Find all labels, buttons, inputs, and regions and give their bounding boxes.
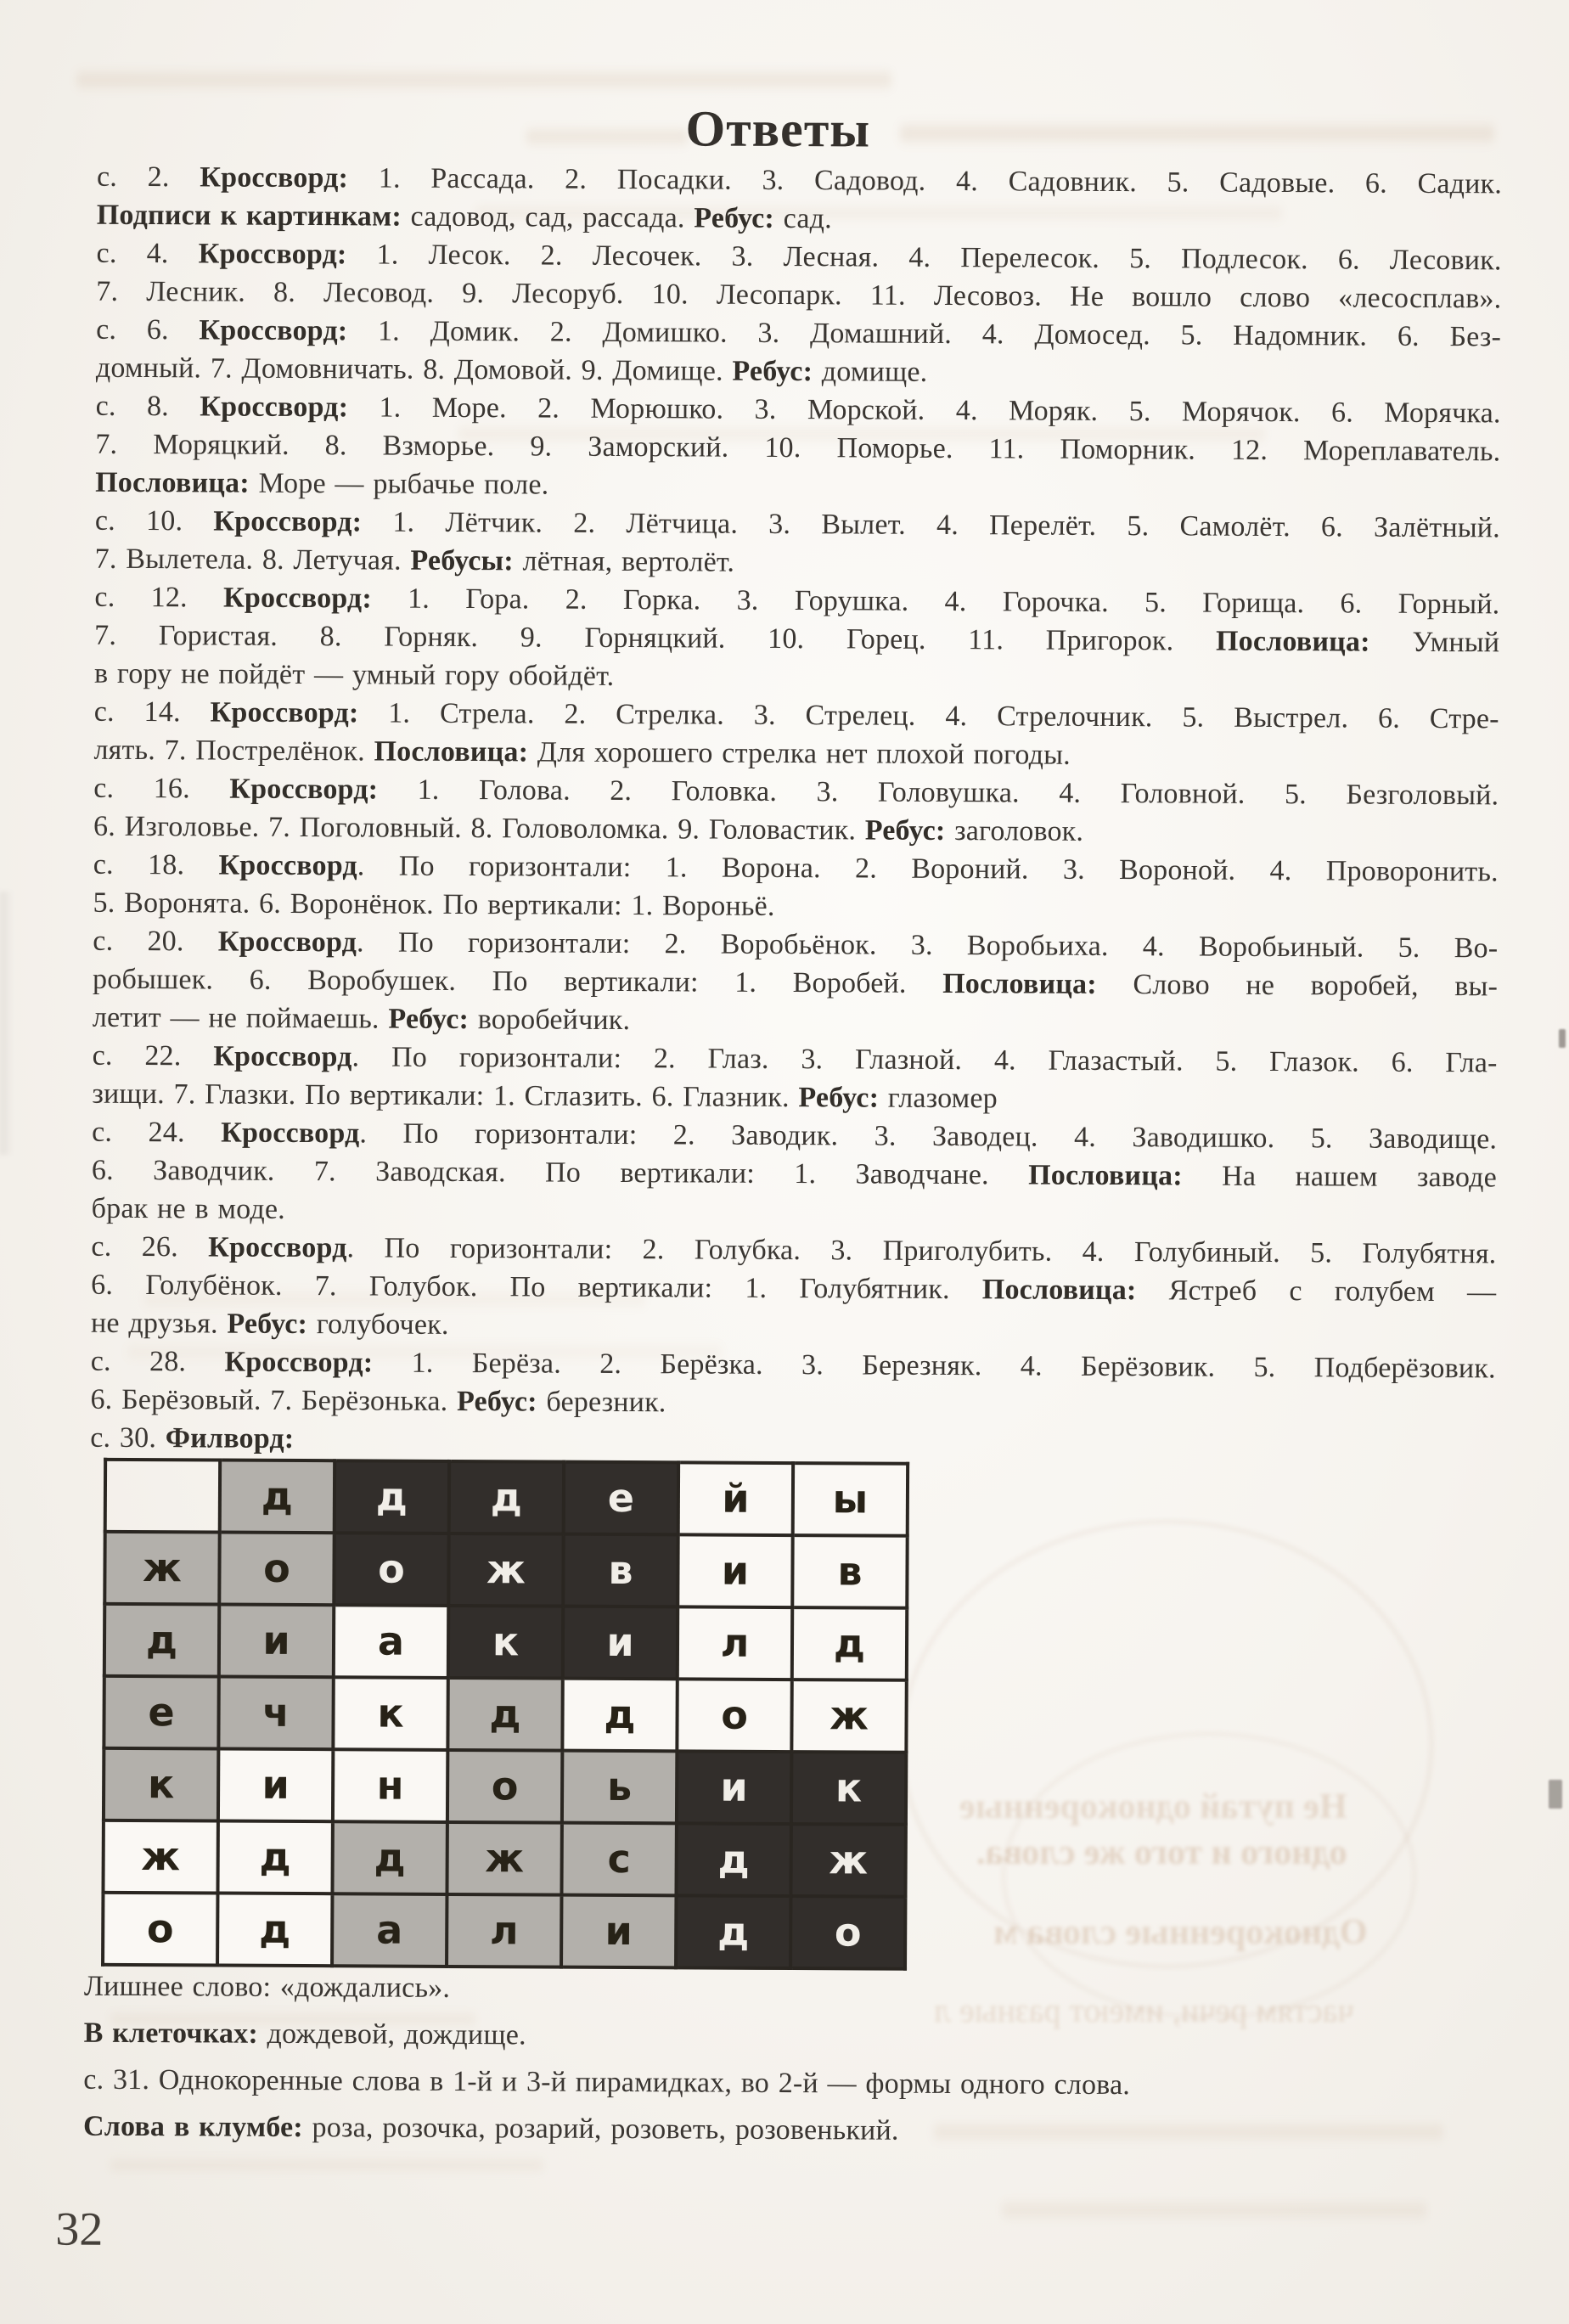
answer-text: Море — рыбачье поле.: [249, 467, 549, 501]
filword-cell-r5-c3: н: [333, 1749, 447, 1822]
answer-text: Слово не воробей, вы-: [1096, 968, 1499, 1003]
answer-text: 7. Вылетела. 8. Летучая.: [94, 543, 411, 577]
bold-label: Пословица:: [374, 735, 529, 768]
filword-cell-r7-c6: д: [676, 1895, 790, 1968]
answer-text: домный. 7. Домовничать. 8. Домовой. 9. Домище.: [95, 352, 733, 387]
answer-text: Ястреб с голубем —: [1136, 1275, 1497, 1308]
answer-text: . По горизонтали: 2. Голубка. 3. Приголубить. 4. Голубиный. 5. Голубятня.: [346, 1232, 1497, 1270]
bleed-through-text-1: Не путай однокоренные: [959, 1787, 1347, 1826]
filword-cell-r2-c5: в: [563, 1534, 678, 1607]
bold-label: Пословица:: [1028, 1159, 1183, 1192]
filword-cell-r2-c1: ж: [104, 1532, 219, 1605]
filword-cell-r1-c7: ы: [793, 1463, 908, 1536]
filword-cell-r5-c2: и: [218, 1749, 333, 1822]
filword-cell-r5-c1: к: [104, 1748, 218, 1821]
filword-cell-r1-c4: д: [449, 1461, 564, 1534]
filword-cell-r6-c6: д: [676, 1823, 790, 1896]
filword-cell-r1-c3: д: [335, 1460, 449, 1533]
bleed-through-text-4: частям речи, имеют разные л: [934, 1991, 1355, 2029]
bold-label: Кроссворд: [218, 849, 357, 882]
answer-text: 7. Лесник. 8. Лесовод. 9. Лесоруб. 10. Лесопарк. 11. Лесовоз. Не вошло слово «лесосплав».: [96, 275, 1502, 315]
filword-row-5: [104, 1748, 906, 1825]
answer-text: не друзья.: [90, 1307, 228, 1340]
filword-cell-r7-c2: д: [217, 1894, 332, 1967]
answer-text: с. 22.: [92, 1039, 214, 1072]
filword-cell-r1-c2: д: [220, 1460, 335, 1533]
bold-label: Кроссворд: [221, 1117, 360, 1150]
answer-text: с. 10.: [94, 504, 214, 537]
answer-text: с. 16.: [93, 772, 230, 805]
bold-label: Ребус:: [732, 355, 813, 388]
bold-label: Подписи к картинкам:: [96, 199, 402, 233]
answer-text: 1. Море. 2. Морюшко. 3. Морской. 4. Моряк. 5. Морячок. 6. Морячка.: [348, 391, 1501, 430]
filword-cell-r1-c1: [105, 1460, 220, 1533]
filword-row-7: [103, 1893, 905, 1969]
filword-cell-r4-c2: ч: [218, 1677, 333, 1750]
bold-label: Ребус:: [456, 1385, 537, 1418]
answer-text: 6. Заводчик. 7. Заводская. По вертикали: 1. Заводчане.: [91, 1154, 1029, 1191]
filword-cell-r3-c1: д: [104, 1604, 219, 1677]
page-title: Ответы: [685, 100, 871, 158]
filword-cell-r4-c3: к: [333, 1677, 447, 1750]
filword-cell-r4-c1: е: [104, 1676, 218, 1749]
answer-text: с. 31. Однокоренные слова в 1-й и 3-й пирамидках, во 2-й — формы одного слова.: [83, 2063, 1131, 2102]
bold-label: Кроссворд:: [210, 696, 359, 729]
answer-text: с. 24.: [92, 1116, 222, 1149]
answer-text: робышек. 6. Воробушек. По вертикали: 1. Воробей.: [93, 963, 943, 999]
answer-text: с. 14.: [93, 695, 211, 729]
bold-label: Ребус:: [864, 814, 946, 847]
bold-label: Кроссворд:: [229, 773, 379, 806]
answer-text: сад.: [773, 202, 833, 235]
answer-text: 7. Гористая. 8. Горняк. 9. Горняцкий. 10. Горец. 11. Пригорок.: [94, 619, 1217, 657]
filword-cell-r7-c7: о: [790, 1896, 905, 1969]
answer-text: лётная, вертолёт.: [513, 545, 735, 578]
filword-cell-r2-c6: и: [678, 1534, 792, 1607]
filword-cell-r2-c3: о: [334, 1533, 448, 1606]
filword-cell-r3-c4: к: [448, 1606, 563, 1679]
filword-cell-r2-c2: о: [219, 1533, 334, 1606]
answer-line-33: [90, 1381, 1495, 1426]
filword-cell-r3-c3: а: [334, 1605, 448, 1678]
answer-text: Лишнее слово: «дождались».: [83, 1970, 451, 2004]
answer-line-27: [92, 1151, 1497, 1197]
answer-text: . По горизонтали: 2. Воробьёнок. 3. Воробьиха. 4. Воробьиный. 5. Во-: [357, 926, 1499, 965]
answer-text: Для хорошего стрелка нет плохой погоды.: [528, 736, 1071, 771]
answer-text: 1. Лесок. 2. Лесочек. 3. Лесная. 4. Перелесок. 5. Подлесок. 6. Лесовик.: [346, 239, 1502, 277]
page-number: 32: [55, 2203, 104, 2256]
filword-row-1: [105, 1460, 908, 1536]
filword-cell-r1-c5: е: [564, 1462, 678, 1535]
bold-label: Ребус:: [694, 202, 775, 234]
answer-text: . По горизонтали: 2. Заводик. 3. Заводец. 4. Заводишко. 5. Заводище.: [359, 1117, 1498, 1156]
bold-label: Ребус:: [798, 1082, 880, 1114]
filword-cell-r7-c5: и: [561, 1895, 676, 1968]
bold-label: Ребусы:: [410, 544, 514, 577]
bold-label: Пословица:: [95, 466, 250, 499]
filword-cell-r3-c6: л: [678, 1607, 792, 1680]
bold-label: Ребус:: [388, 1003, 470, 1036]
filword-cell-r7-c3: а: [332, 1894, 447, 1967]
filword-cell-r3-c5: и: [563, 1607, 678, 1680]
answer-text: домище.: [813, 356, 928, 388]
answer-text: садовод, сад, рассада.: [401, 200, 695, 234]
filword-cell-r5-c6: и: [677, 1751, 791, 1824]
bold-label: Пословица:: [942, 967, 1097, 1000]
bold-label: В клеточках:: [83, 2017, 258, 2050]
answer-text: . По горизонтали: 1. Ворона. 2. Вороний. 3. Вороной. 4. Проворонить.: [357, 850, 1499, 888]
answer-text: заголовок.: [945, 814, 1084, 847]
answer-text: 1. Лётчик. 2. Лётчица. 3. Вылет. 4. Перелёт. 5. Самолёт. 6. Залётный.: [362, 506, 1501, 544]
filword-cell-r5-c4: о: [447, 1750, 562, 1823]
filword-cell-r6-c7: ж: [790, 1824, 905, 1897]
filword-cell-r3-c7: д: [792, 1607, 907, 1680]
answer-text: с. 26.: [91, 1230, 209, 1263]
bold-label: Кроссворд:: [222, 582, 373, 615]
answer-text: 6. Берёзовый. 7. Берёзонька.: [90, 1383, 458, 1417]
filword-row-2: [104, 1532, 907, 1608]
answer-text: в гору не пойдёт — умный гору обойдёт.: [93, 657, 615, 692]
answer-text: летит — не поймаешь.: [92, 1001, 389, 1035]
answer-text: березник.: [537, 1386, 666, 1419]
bold-label: Кроссворд: [217, 926, 357, 959]
answer-text: Умный: [1369, 626, 1500, 659]
bold-label: Пословица:: [981, 1274, 1137, 1307]
filword-cell-r7-c1: о: [103, 1893, 217, 1966]
bold-label: Кроссворд:: [213, 505, 363, 538]
answer-text: глазомер: [879, 1082, 998, 1115]
answer-text: На нашем заводе: [1182, 1160, 1498, 1194]
footer-line-4: [83, 2103, 1459, 2157]
answer-text: 1. Рассада. 2. Посадки. 3. Садовод. 4. Садовник. 5. Садовые. 6. Садик.: [348, 162, 1503, 200]
footer-line-2: [83, 2010, 1459, 2063]
filword-row-4: [104, 1676, 906, 1753]
answer-text: 1. Голова. 2. Головка. 3. Головушка. 4. Головной. 5. Безголовый.: [378, 774, 1499, 812]
answer-line-34: [90, 1419, 1495, 1465]
filword-row-3: [104, 1604, 907, 1680]
answer-text: брак не в моде.: [91, 1192, 285, 1225]
filword-grid: [101, 1458, 909, 1971]
filword-cell-r2-c4: ж: [448, 1533, 563, 1607]
bold-label: Кроссворд:: [200, 391, 349, 424]
filword-cell-r4-c4: д: [447, 1678, 562, 1751]
answer-text: 1. Гора. 2. Горка. 3. Горушка. 4. Горочка. 5. Горища. 6. Горный.: [371, 582, 1500, 621]
bold-label: Кроссворд:: [224, 1346, 374, 1379]
footer-notes: [83, 1963, 1459, 2157]
answer-text: воробейчик.: [468, 1004, 631, 1037]
answer-text: с. 2.: [96, 160, 200, 194]
bold-label: Кроссворд:: [198, 238, 347, 271]
filword-cell-r4-c6: о: [677, 1679, 791, 1752]
answer-text: с. 28.: [90, 1345, 225, 1378]
footer-line-1: [84, 1963, 1459, 2017]
answer-text: с. 20.: [93, 925, 218, 958]
filword-cell-r6-c3: д: [332, 1821, 447, 1894]
answer-text: дождевой, дождище.: [257, 2017, 526, 2051]
bold-label: Слова в клумбе:: [82, 2110, 303, 2144]
answer-text: 1. Домик. 2. Домишко. 3. Домашний. 4. Домосед. 5. Надомник. 6. Без-: [347, 315, 1502, 353]
bold-label: Кроссворд:: [200, 161, 349, 194]
filword-cell-r5-c5: ь: [562, 1751, 677, 1824]
answer-text: лять. 7. Пострелёнок.: [93, 734, 374, 768]
answer-text: 7. Моряцкий. 8. Взморье. 9. Заморский. 10. Поморье. 11. Поморник. 12. Мореплаватель.: [95, 428, 1501, 468]
bold-label: Ребус:: [227, 1308, 308, 1341]
filword-cell-r6-c5: с: [561, 1823, 676, 1896]
bold-label: Филворд:: [165, 1422, 295, 1455]
answer-text: с. 18.: [93, 848, 219, 881]
answer-text: 1. Стрела. 2. Стрелка. 3. Стрелец. 4. Стрелочник. 5. Выстрел. 6. Стре-: [358, 697, 1499, 735]
answer-text: 5. Воронята. 6. Воронёнок. По вертикали: 1. Вороньё.: [93, 886, 775, 922]
answer-text: голубочек.: [307, 1308, 449, 1341]
footer-line-3: [83, 2057, 1459, 2110]
filword-cell-r6-c2: д: [217, 1821, 332, 1894]
bold-label: Пословица:: [1215, 625, 1370, 658]
filword-cell-r7-c4: л: [447, 1894, 561, 1967]
bold-label: Кроссворд: [208, 1231, 347, 1264]
filword-cell-r4-c5: д: [562, 1679, 677, 1752]
answer-text: с. 12.: [94, 581, 224, 614]
filword-row-6: [103, 1820, 905, 1897]
answer-text: . По горизонтали: 2. Глаз. 3. Глазной. 4. Глазастый. 5. Глазок. 6. Гла-: [351, 1041, 1498, 1079]
filword-cell-r2-c7: в: [792, 1535, 907, 1608]
answer-text: 1. Берёза. 2. Берёзка. 3. Березняк. 4. Берёзовик. 5. Подберёзовик.: [373, 1347, 1496, 1385]
bleed-through-text-2: одного и того же слова.: [976, 1833, 1347, 1872]
bold-label: Кроссворд:: [199, 314, 348, 347]
filword-cell-r1-c6: й: [678, 1462, 793, 1535]
answer-text: зищи. 7. Глазки. По вертикали: 1. Сглазить. 6. Глазник.: [92, 1078, 799, 1114]
answer-text: с. 30.: [90, 1421, 166, 1455]
filword-cell-r6-c1: ж: [103, 1820, 217, 1894]
filword-cell-r6-c4: ж: [447, 1822, 561, 1895]
filword-cell-r4-c7: ж: [791, 1680, 906, 1753]
bleed-through-text-3: Однокоренные слова м: [993, 1913, 1368, 1952]
answer-text: роза, розочка, розарий, розоветь, розовенький.: [302, 2112, 899, 2147]
answer-text: 6. Изголовье. 7. Поголовный. 8. Головоломка. 9. Головастик.: [93, 810, 865, 847]
answers-list: [90, 158, 1502, 1465]
answer-text: с. 4.: [96, 237, 199, 270]
answer-text: 6. Голубёнок. 7. Голубок. По вертикали: 1. Голубятник.: [91, 1269, 982, 1306]
answer-text: с. 8.: [95, 390, 200, 423]
bold-label: Кроссворд: [213, 1040, 352, 1073]
filword-cell-r5-c7: к: [791, 1752, 906, 1825]
answer-text: с. 6.: [96, 313, 200, 346]
filword-cell-r3-c2: и: [219, 1605, 334, 1678]
